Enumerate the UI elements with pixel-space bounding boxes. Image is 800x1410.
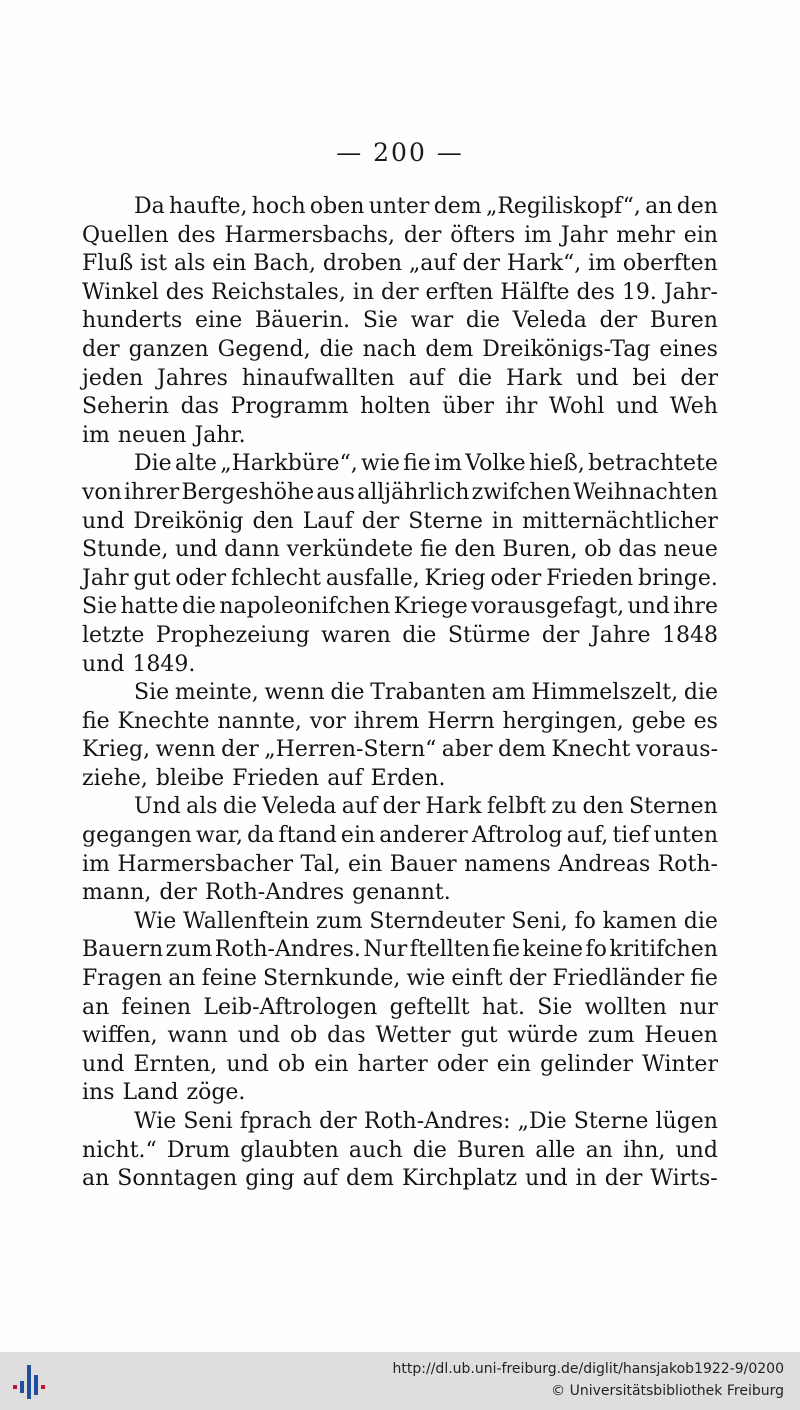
source-url[interactable]: http://dl.ub.uni-freiburg.de/diglit/hansjakob1922-9/0200 — [392, 1361, 784, 1377]
text-line: an feinen Leib-Aftrologen geftellt hat. Sie wollten nur — [82, 994, 718, 1020]
text-line: ziehe, bleibe Frieden auf Erden. — [82, 765, 446, 791]
text-line: Und als die Veleda auf der Hark felbft zu den Sternen — [134, 794, 718, 820]
text-line: und 1849. — [82, 651, 196, 677]
text-line: im neuen Jahr. — [82, 422, 246, 448]
text-line: letzte Prophezeiung waren die Stürme der Jahre 1848 — [82, 622, 718, 648]
text-line: nicht.“ Drum glaubten auch die Buren alle an ihn, und — [82, 1137, 718, 1163]
text-line: mann, der Roth-Andres genannt. — [82, 880, 451, 906]
ub-freiburg-logo-icon — [11, 1361, 51, 1401]
copyright-notice: © Universitätsbibliothek Freiburg — [551, 1383, 784, 1399]
text-line: Winkel des Reichstales, in der erften Hälfte des 19. Jahr- — [82, 279, 718, 305]
text-line: Seherin das Programm holten über ihr Wohl und Weh — [82, 394, 718, 420]
text-line: im Harmersbacher Tal, ein Bauer namens Andreas Roth- — [82, 851, 718, 877]
text-line: Da haufte, hoch oben unter dem „Regiliskopf“, an den — [134, 194, 718, 219]
text-line: von ihrer Bergeshöhe aus alljährlich zwifchen Weihnachten — [82, 479, 718, 505]
text-line: Fluß ist als ein Bach, droben „auf der Hark“, im oberften — [82, 251, 718, 277]
text-line: an Sonntagen ging auf dem Kirchplatz und in der Wirts- — [82, 1166, 718, 1192]
text-line: und Dreikönig den Lauf der Sterne in mitternächtlicher — [82, 508, 718, 534]
footer-bar — [0, 1352, 800, 1410]
text-line: fie Knechte nannte, vor ihrem Herrn hergingen, gebe es — [82, 708, 718, 734]
text-line: Sie meinte, wenn die Trabanten am Himmelszelt, die — [134, 680, 718, 706]
body-text — [82, 193, 718, 1194]
text-line: Wie Wallenftein zum Sterndeuter Seni, fo kamen die — [134, 908, 718, 934]
text-line: Fragen an feine Sternkunde, wie einft der Friedländer fie — [82, 966, 718, 992]
text-line: Quellen des Harmersbachs, der öfters im Jahr mehr ein — [82, 222, 718, 248]
text-line: jeden Jahres hinaufwallten auf die Hark und bei der — [82, 365, 718, 391]
text-line: Wie Seni fprach der Roth-Andres: „Die Sterne lügen — [134, 1109, 718, 1134]
text-line: hunderts eine Bäuerin. Sie war die Veleda der Buren — [82, 308, 718, 334]
page-number: — 200 — — [336, 138, 464, 167]
text-line: ins Land zöge. — [82, 1080, 246, 1106]
text-line: gegangen war, da ftand ein anderer Aftrolog auf, tief unten — [82, 823, 718, 849]
text-line: Sie hatte die napoleonifchen Kriege vorausgefagt, und ihre — [82, 594, 718, 620]
text-line: Stunde, und dann verkündete fie den Buren, ob das neue — [82, 537, 718, 563]
text-line: Die alte „Harkbüre“, wie fie im Volke hieß, betrachtete — [134, 451, 718, 477]
text-line: Krieg, wenn der „Herren-Stern“ aber dem Knecht voraus- — [82, 737, 718, 763]
text-line: und Ernten, und ob ein harter oder ein gelinder Winter — [82, 1051, 718, 1077]
text-line: wiffen, wann und ob das Wetter gut würde zum Heuen — [82, 1023, 718, 1049]
text-line: Jahr gut oder fchlecht ausfalle, Krieg oder Frieden bringe. — [82, 565, 718, 591]
text-line: Bauern zum Roth-Andres. Nur ftellten fie keine fo kritifchen — [82, 937, 718, 963]
text-line: der ganzen Gegend, die nach dem Dreikönigs-Tag eines — [82, 336, 718, 362]
